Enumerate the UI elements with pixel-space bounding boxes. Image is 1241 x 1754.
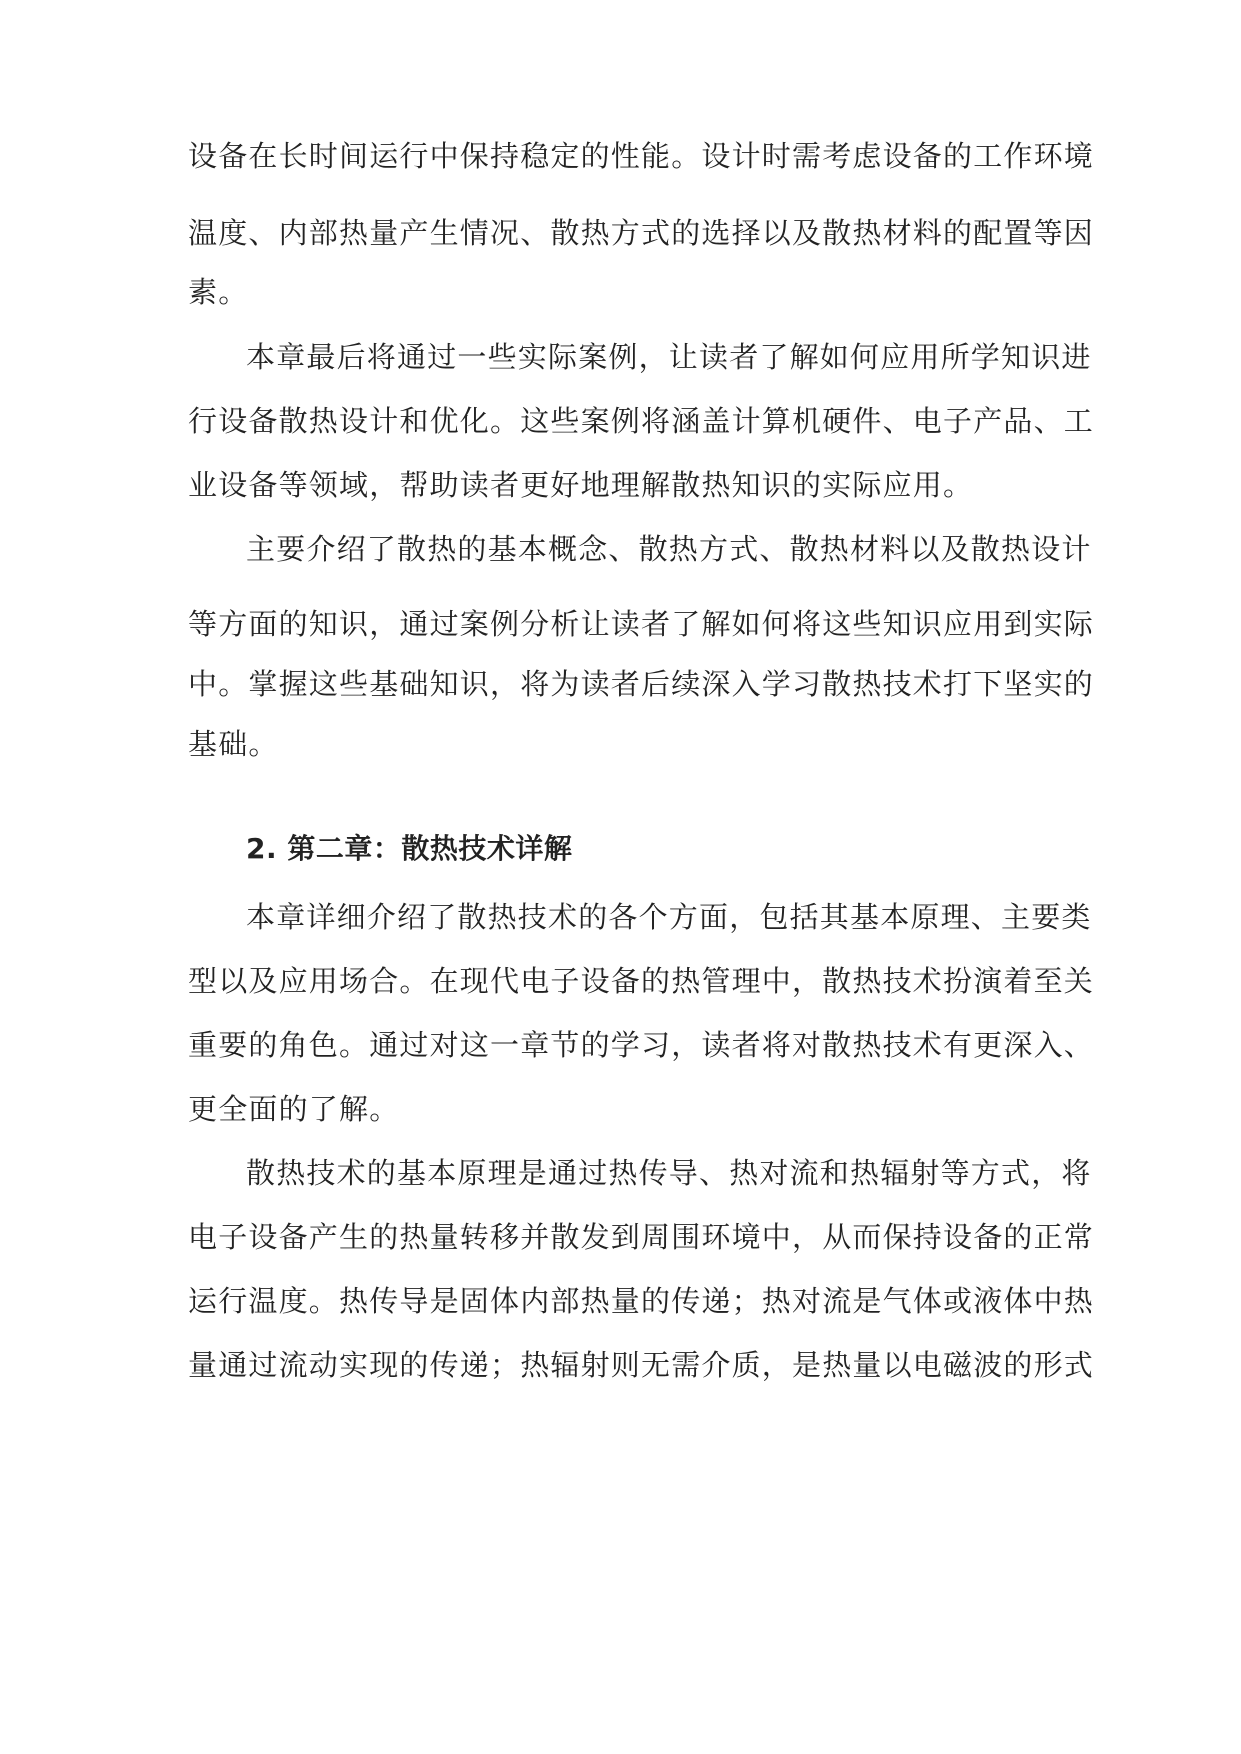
paragraph-2-line-3: 业设备等领域，帮助读者更好地理解散热知识的实际应用。 [188, 468, 974, 502]
paragraph-1-line-3: 素。 [188, 275, 249, 309]
paragraph-2-line-1: 本章最后将通过一些实际案例，让读者了解如何应用所学知识进 [246, 340, 1092, 374]
paragraph-4-line-4: 更全面的了解。 [188, 1092, 400, 1126]
paragraph-1-line-2: 温度、内部热量产生情况、散热方式的选择以及散热材料的配置等因 [188, 216, 1095, 250]
paragraph-4-line-1: 本章详细介绍了散热技术的各个方面，包括其基本原理、主要类 [246, 900, 1092, 934]
paragraph-5-line-4: 量通过流动实现的传递；热辐射则无需介质，是热量以电磁波的形式 [188, 1348, 1095, 1382]
paragraph-3-line-2: 等方面的知识，通过案例分析让读者了解如何将这些知识应用到实际 [188, 607, 1095, 641]
paragraph-3-line-1: 主要介绍了散热的基本概念、散热方式、散热材料以及散热设计 [246, 532, 1092, 566]
paragraph-2-line-2: 行设备散热设计和优化。这些案例将涵盖计算机硬件、电子产品、工 [188, 404, 1095, 438]
paragraph-5-line-2: 电子设备产生的热量转移并散发到周围环境中，从而保持设备的正常 [188, 1220, 1095, 1254]
paragraph-4-line-2: 型以及应用场合。在现代电子设备的热管理中，散热技术扮演着至关 [188, 964, 1095, 998]
section-heading: 2. 第二章：散热技术详解 [246, 832, 573, 865]
paragraph-3-line-3: 中。掌握这些基础知识，将为读者后续深入学习散热技术打下坚实的 [188, 667, 1095, 701]
paragraph-5-line-1: 散热技术的基本原理是通过热传导、热对流和热辐射等方式，将 [246, 1156, 1092, 1190]
paragraph-3-line-4: 基础。 [188, 727, 279, 761]
paragraph-4-line-3: 重要的角色。通过对这一章节的学习，读者将对散热技术有更深入、 [188, 1028, 1095, 1062]
paragraph-5-line-3: 运行温度。热传导是固体内部热量的传递；热对流是气体或液体中热 [188, 1284, 1095, 1318]
paragraph-1-line-1: 设备在长时间运行中保持稳定的性能。设计时需考虑设备的工作环境 [188, 139, 1095, 173]
